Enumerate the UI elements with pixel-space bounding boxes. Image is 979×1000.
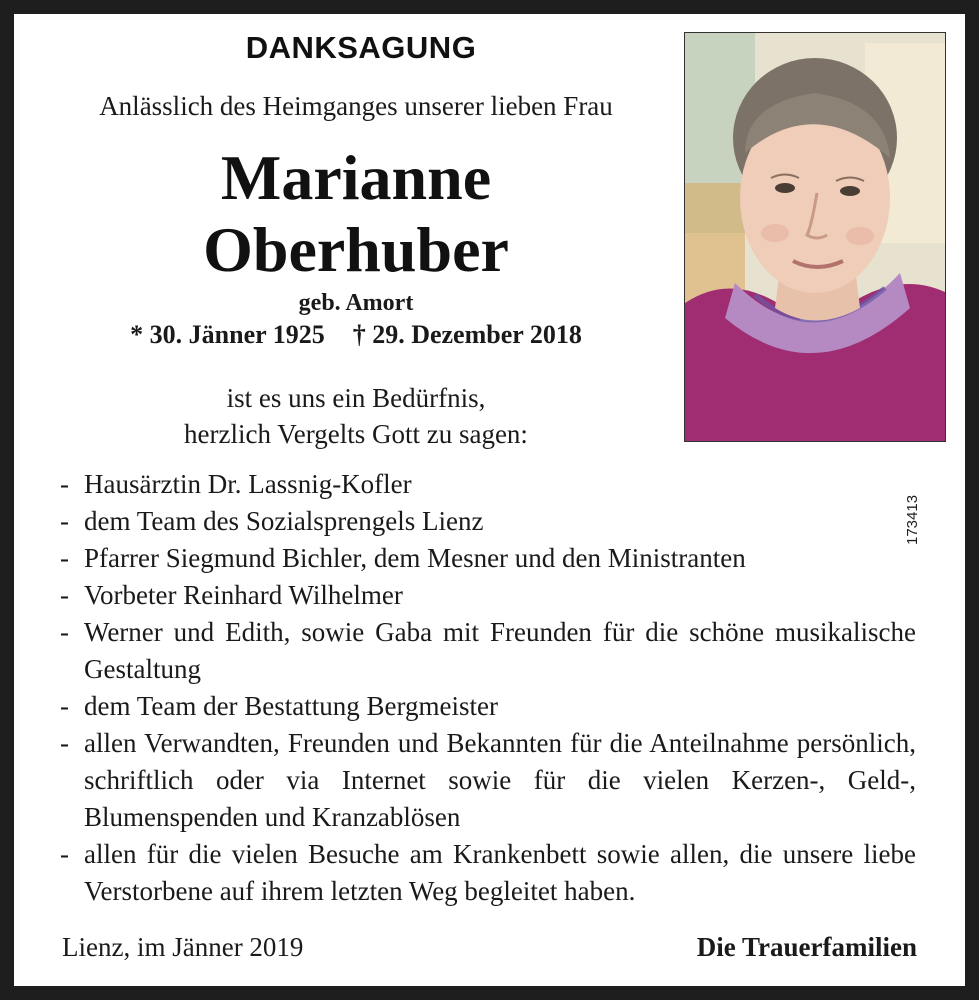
list-dash: -: [60, 543, 69, 573]
thanks-list: [60, 466, 916, 910]
list-item: [60, 466, 916, 503]
list-item-text: allen für die vielen Besuche am Krankenbett sowie allen, die unsere liebe Verstorbene auf ihrem letzten Weg begleitet haben.: [84, 839, 916, 906]
list-item: [60, 577, 916, 614]
list-dash: -: [60, 728, 69, 758]
list-item: [60, 836, 916, 910]
heading: DANKSAGUNG: [245, 30, 477, 65]
list-item: [60, 725, 916, 836]
list-item: [60, 688, 916, 725]
list-item-text: dem Team des Sozialsprengels Lienz: [84, 506, 484, 536]
portrait-photo: [684, 32, 946, 442]
thanks-line-2: herzlich Vergelts Gott zu sagen:: [184, 419, 528, 449]
intro-text: Anlässlich des Heimganges unserer lieben Frau: [99, 91, 613, 121]
list-item: [60, 503, 916, 540]
thanks-line-1: ist es uns ein Bedürfnis,: [226, 383, 486, 413]
born-name: geb. Amort: [298, 290, 414, 316]
list-dash: -: [60, 617, 69, 647]
list-dash: -: [60, 580, 69, 610]
place-date: Lienz, im Jänner 2019: [62, 932, 304, 962]
list-item-text: Werner und Edith, sowie Gaba mit Freunden für die schöne musikalische Gestaltung: [84, 617, 916, 684]
list-dash: -: [60, 506, 69, 536]
life-dates: [40, 320, 672, 350]
portrait-image: [685, 33, 946, 442]
thanks-text: [40, 380, 672, 452]
list-item-text: Pfarrer Siegmund Bichler, dem Mesner und den Ministranten: [84, 543, 746, 573]
list-item-text: dem Team der Bestattung Bergmeister: [84, 691, 499, 721]
list-dash: -: [60, 469, 69, 499]
reference-number: 173413: [904, 494, 921, 545]
birth-date: * 30. Jänner 1925: [130, 320, 325, 349]
deceased-name: [40, 142, 672, 286]
first-name: Marianne: [220, 142, 492, 213]
signature: Die Trauerfamilien: [696, 932, 917, 962]
list-dash: -: [60, 839, 69, 869]
list-item: [60, 614, 916, 688]
list-item-text: Vorbeter Reinhard Wilhelmer: [84, 580, 403, 610]
last-name: Oberhuber: [203, 214, 509, 285]
list-item-text: Hausärztin Dr. Lassnig-Kofler: [84, 469, 412, 499]
list-dash: -: [60, 691, 69, 721]
death-date: † 29. Dezember 2018: [352, 320, 582, 349]
list-item: [60, 540, 916, 577]
list-item-text: allen Verwandten, Freunden und Bekannten für die Anteilnahme persönlich, schriftlich oder via Internet sowie für die vielen Kerzen-, Geld-, Blumenspenden und Kranzablösen: [84, 728, 916, 832]
